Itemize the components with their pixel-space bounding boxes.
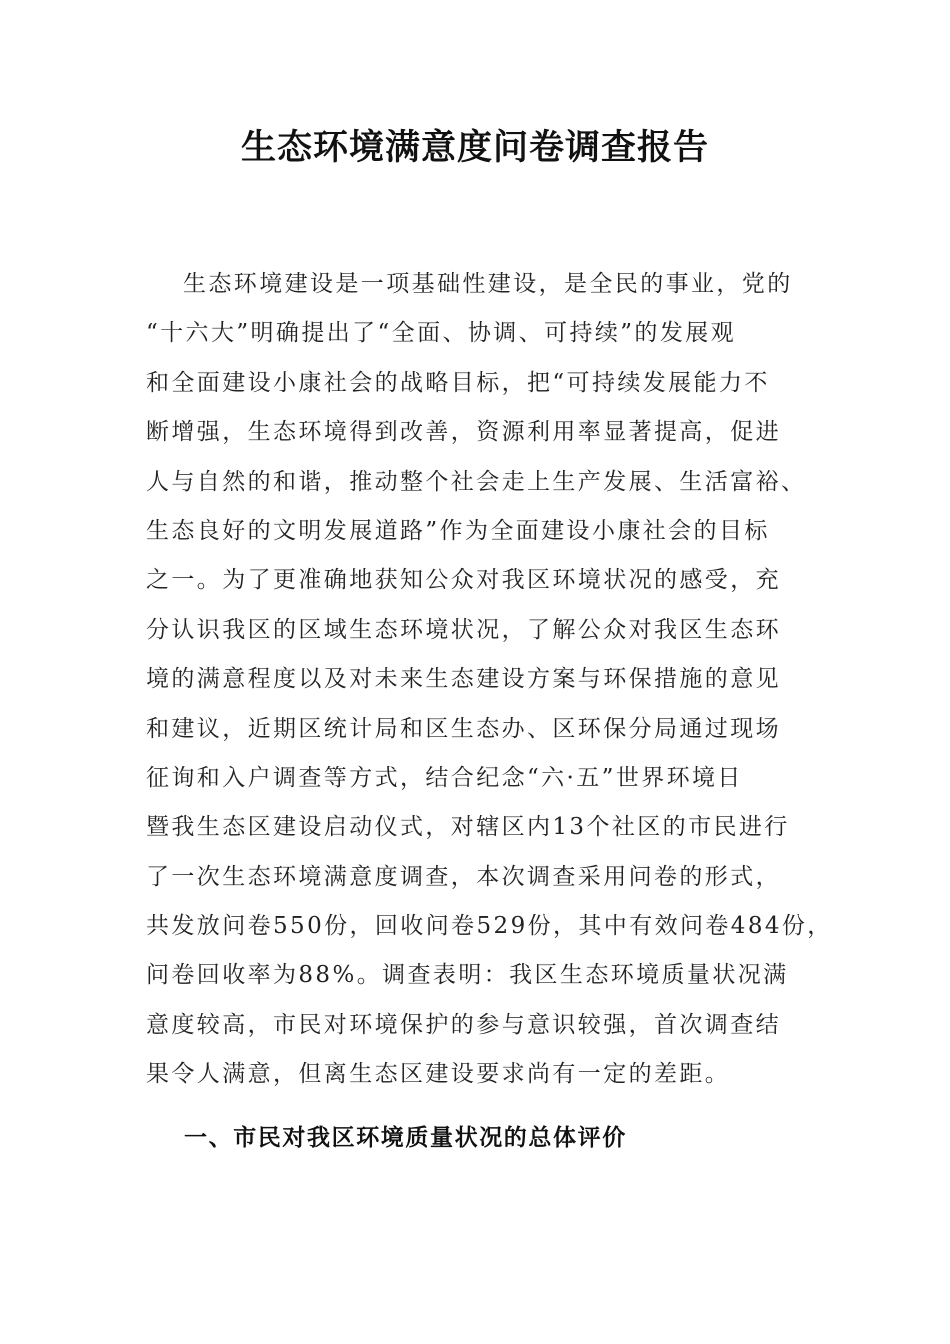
paragraph-line: 之一。为了更准确地获知公众对我区环境状况的感受，充 <box>146 567 781 594</box>
paragraph-line: 生态环境建设是一项基础性建设，是全民的事业，党的 <box>183 271 793 297</box>
paragraph-line: 分认识我区的区域生态环境状况，了解公众对我区生态环 <box>146 616 781 643</box>
paragraph-line: 征询和入户调查等方式，结合纪念“六·五”世界环境日 <box>146 764 743 791</box>
paragraph-line: 和全面建设小康社会的战略目标，把“可持续发展能力不 <box>146 369 770 396</box>
paragraph-line: 和建议，近期区统计局和区生态办、区环保分局通过现场 <box>146 715 781 742</box>
paragraph-line: 境的满意程度以及对未来生态建设方案与环保措施的意见 <box>146 666 781 693</box>
paragraph-line: 暨我生态区建设启动仪式，对辖区内13个社区的市民进行 <box>146 814 790 841</box>
document-title: 生态环境满意度问卷调查报告 <box>240 127 709 168</box>
paragraph-line: 共发放问卷550份，回收问卷529份，其中有效问卷484份， <box>146 913 833 940</box>
paragraph-line: 果令人满意，但离生态区建设要求尚有一定的差距。 <box>146 1061 731 1088</box>
paragraph-line: 意度较高，市民对环境保护的参与意识较强，首次调查结 <box>146 1011 781 1038</box>
intro-paragraph <box>146 260 833 1100</box>
paragraph-line: 问卷回收率为88%。调查表明：我区生态环境质量状况满 <box>146 962 789 989</box>
paragraph-line: 断增强，生态环境得到改善，资源利用率显著提高，促进 <box>146 419 781 446</box>
paragraph-line: “十六大”明确提出了“全面、协调、可持续”的发展观 <box>146 320 737 347</box>
paragraph-line: 了一次生态环境满意度调查，本次调查采用问卷的形式， <box>146 863 781 890</box>
paragraph-line: 生态良好的文明发展道路”作为全面建设小康社会的目标 <box>146 517 770 544</box>
section-heading: 一、市民对我区环境质量状况的总体评价 <box>184 1125 627 1151</box>
paragraph-line: 人与自然的和谐，推动整个社会走上生产发展、生活富裕、 <box>146 468 807 495</box>
